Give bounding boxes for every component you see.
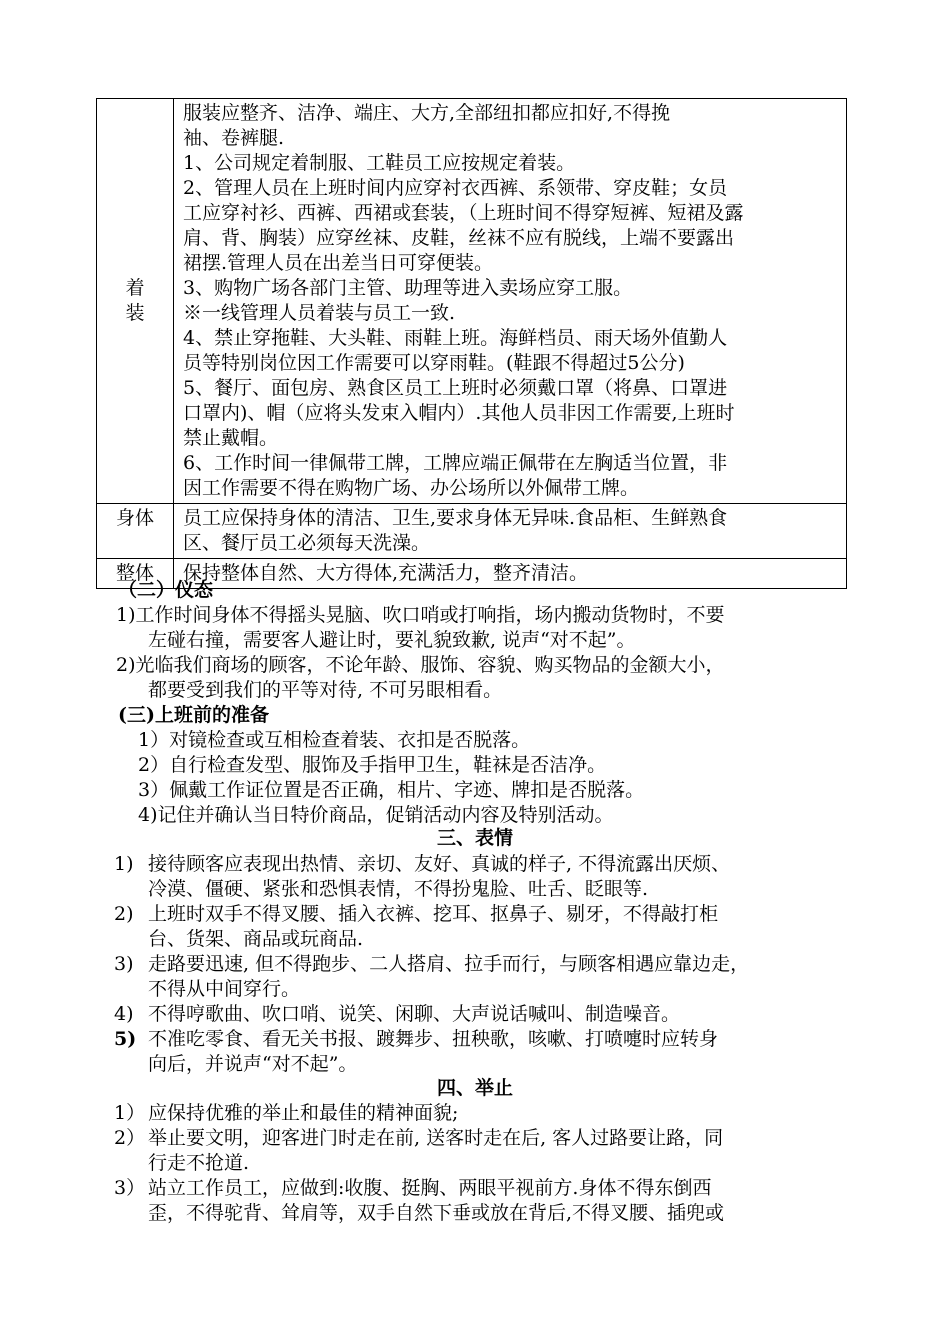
section-heading-manner: （二）仪态 [118,579,214,601]
category-char: 装 [125,302,145,324]
content-cell-overall [174,559,847,589]
prep-item: 4)记住并确认当日特价商品，促销活动内容及特别活动。 [138,804,614,826]
cell-line: 口罩内)、帽（应将头发束入帽内）.其他人员非因工作需要,上班时 [183,402,735,424]
cell-line: 4、禁止穿拖鞋、大头鞋、雨鞋上班。海鲜档员、雨天场外值勤人 [183,327,728,349]
behavior-item-line: 行走不抢道. [148,1152,250,1174]
category-cell-dress [97,99,174,504]
cell-line: 员工应保持身体的清洁、卫生,要求身体无异味.食品柜、生鲜熟食 [183,507,728,529]
prep-item: 3）佩戴工作证位置是否正确，相片、字迹、牌扣是否脱落。 [138,779,645,801]
cell-line: 3、购物广场各部门主管、助理等进入卖场应穿工服。 [183,277,633,299]
expression-item-line: 向后，并说声“对不起”。 [148,1053,358,1075]
behavior-item-line: 歪，不得驼背、耸肩等，双手自然下垂或放在背后,不得叉腰、插兜或 [148,1202,725,1224]
behavior-item-number: 1） [114,1102,146,1124]
behavior-item-line: 站立工作员工，应做到:收腹、挺胸、两眼平视前方.身体不得东倒西 [148,1177,712,1199]
expression-item-number: 3) [114,953,134,975]
expression-item-line: 不准吃零食、看无关书报、踱舞步、扭秧歌，咳嗽、打喷嚏时应转身 [148,1028,719,1050]
cell-line: ※一线管理人员着装与员工一致. [183,302,456,324]
cell-line: 保持整体自然、大方得体,充满活力，整齐清洁。 [183,562,589,584]
prep-item: 1）对镜检查或互相检查着装、衣扣是否脱落。 [138,729,531,751]
category-label-body: 身体 [115,507,154,529]
manner-item-cont: 左碰右撞，需要客人避让时，要礼貌致歉, 说声“对不起”。 [148,629,636,651]
cell-line: 肩、背、胸装）应穿丝袜、皮鞋，丝袜不应有脱线，上端不要露出 [183,227,735,249]
expression-item-number: 4) [114,1003,134,1025]
expression-item-line: 冷漠、僵硬、紧张和恐惧表情，不得扮鬼脸、吐舌、眨眼等. [148,878,649,900]
cell-line: 区、餐厅员工必须每天洗澡。 [183,532,431,554]
expression-item-line: 不得从中间穿行。 [148,978,301,1000]
behavior-item-line: 举止要文明，迎客进门时走在前, 送客时走在后, 客人过路要让路，同 [148,1127,724,1149]
expression-item-line: 不得哼歌曲、吹口哨、说笑、闲聊、大声说话喊叫、制造噪音。 [148,1003,681,1025]
expression-item-number: 1) [114,853,134,875]
expression-item-line: 上班时双手不得叉腰、插入衣裤、挖耳、抠鼻子、剔牙，不得敲打柜 [148,903,719,925]
category-cell-body [97,504,174,559]
cell-line: 袖、卷裤腿. [183,127,285,149]
cell-line: 2、管理人员在上班时间内应穿衬衣西裤、系领带、穿皮鞋；女员 [183,177,728,199]
expression-item-number: 2) [114,903,134,925]
expression-item-line: 走路要迅速, 但不得跑步、二人搭肩、拉手而行，与顾客相遇应靠边走， [148,953,750,975]
cell-line: 6、工作时间一律佩带工牌，工牌应端正佩带在左胸适当位置，非 [183,452,728,474]
prep-item: 2）自行检查发型、服饰及手指甲卫生，鞋袜是否洁净。 [138,754,607,776]
cell-line: 服装应整齐、洁净、端庄、大方,全部纽扣都应扣好,不得挽 [183,102,671,124]
table-row-dress [97,99,847,504]
cell-line: 1、公司规定着制服、工鞋员工应按规定着装。 [183,152,576,174]
cell-line: 因工作需要不得在购物广场、办公场所以外佩带工牌。 [183,477,640,499]
content-cell-body [174,504,847,559]
cell-line: 工应穿衬衫、西裤、西裙或套装，（上班时间不得穿短裤、短裙及露 [183,202,744,224]
behavior-item-line: 应保持优雅的举止和最佳的精神面貌; [148,1102,459,1124]
expression-item-line: 台、货架、商品或玩商品. [148,928,364,950]
expression-item-line: 接待顾客应表现出热情、亲切、友好、真诚的样子, 不得流露出厌烦、 [148,853,731,875]
category-label-overall: 整体 [115,562,154,584]
section-title-behavior: 四、举止 [436,1077,513,1099]
manner-item: 1)工作时间身体不得摇头晃脑、吹口哨或打响指，场内搬动货物时，不要 [116,604,725,626]
cell-line: 裙摆.管理人员在出差当日可穿便装。 [183,252,494,274]
table-row-body [97,504,847,559]
category-label-dress [97,276,173,326]
cell-line: 员等特别岗位因工作需要可以穿雨鞋。(鞋跟不得超过5公分) [183,352,685,374]
section-title-expression: 三、表情 [436,827,513,849]
manner-item-cont: 都要受到我们的平等对待, 不可另眼相看。 [148,679,503,701]
cell-line: 5、餐厅、面包房、熟食区员工上班时必须戴口罩（将鼻、口罩进 [183,377,728,399]
category-char: 着 [125,277,145,299]
cell-line: 禁止戴帽。 [183,427,279,449]
behavior-item-number: 3） [114,1177,146,1199]
manner-item: 2)光临我们商场的顾客，不论年龄、服饰、容貌、购买物品的金额大小， [116,654,725,676]
behavior-item-number: 2） [114,1127,146,1149]
section-heading-prep: (三)上班前的准备 [118,704,269,726]
expression-item-number: 5) [114,1028,137,1050]
dress-code-table [96,98,847,589]
content-cell-dress [174,99,847,504]
